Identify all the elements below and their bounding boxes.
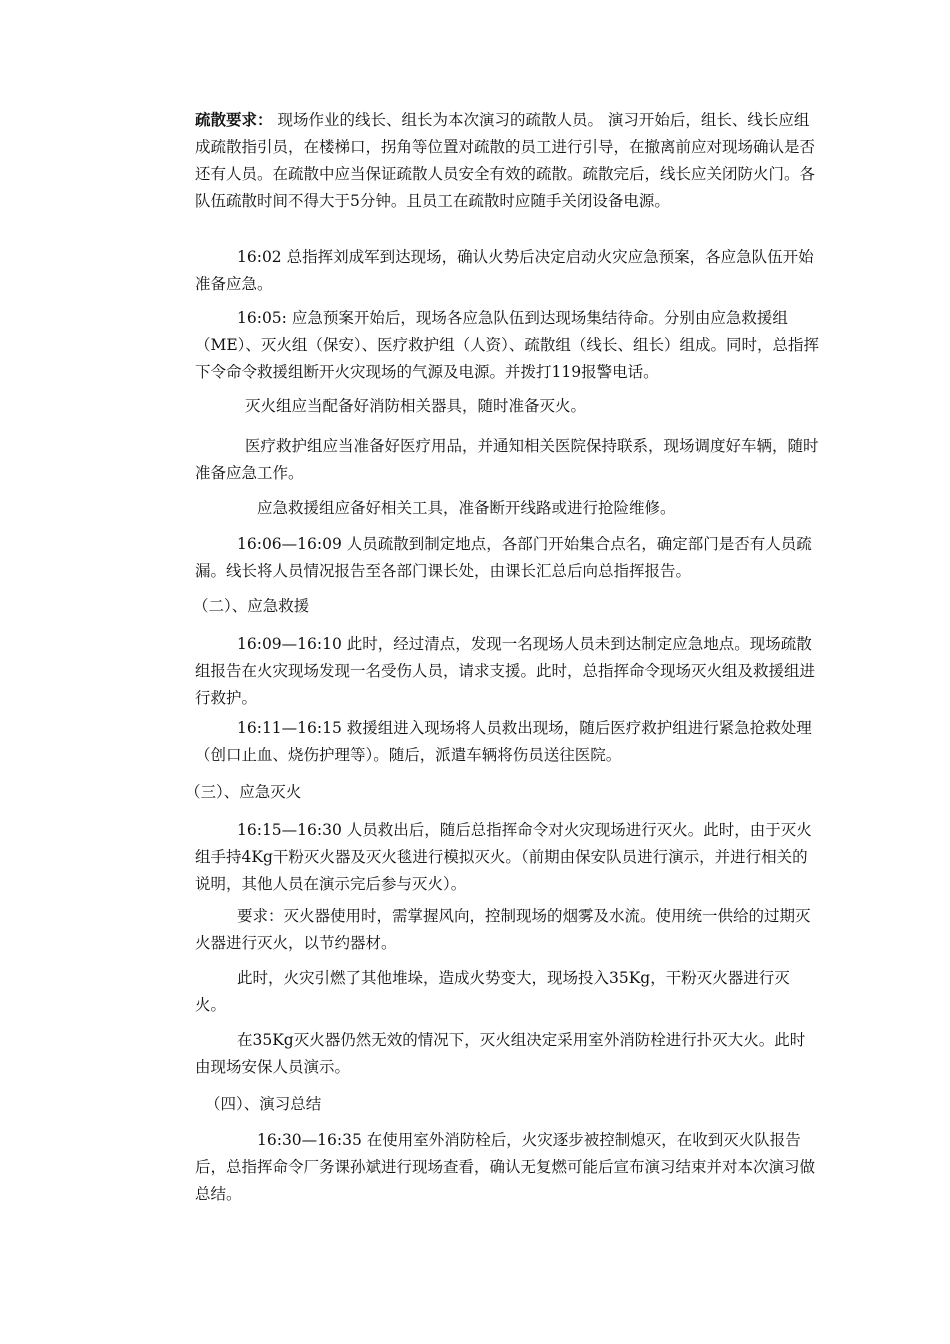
medical-team-paragraph: 医疗救护组应当准备好医疗用品，并通知相关医院保持联系，现场调度好车辆，随时准备应急工作。 [195, 437, 819, 482]
evacuation-requirements-text: 现场作业的线长、组长为本次演习的疏散人员。 演习开始后，组长、线长应组成疏散指引员，在楼梯口，拐角等位置对疏散的员工进行引导，在撤离前应对现场确认是否还有人员。在疏散中应当保证疏散人员安全有效的疏散。疏散完后，线长应关闭防火门。各队伍疏散时间不得大于5分钟。且员工在疏散时应随手关闭设备电源。 [195, 111, 816, 210]
timeline-1611-paragraph: 16:11—16:15 救援组进入现场将人员救出现场，随后医疗救护组进行紧急抢救处理（创口止血、烧伤护理等）。随后，派遣车辆将伤员送往医院。 [195, 719, 812, 764]
evacuation-requirements-paragraph [195, 106, 820, 215]
timeline-1609-paragraph: 16:09—16:10 此时，经过清点，发现一名现场人员未到达制定应急地点。现场疏散组报告在火灾现场发现一名受伤人员，请求支援。此时，总指挥命令现场灭火组及救援组进行救护。 [195, 635, 816, 707]
section-heading-drill-summary: （四）、演习总结 [205, 1095, 322, 1113]
timeline-1630-paragraph: 16:30—16:35 在使用室外消防栓后，火灾逐步被控制熄灭，在收到灭火队报告后，总指挥命令厂务课孙斌进行现场查看，确认无复燃可能后宣布演习结束并对本次演习做总结。 [195, 1131, 816, 1203]
rescue-team-paragraph: 应急救援组应备好相关工具，准备断开线路或进行抢险维修。 [257, 499, 676, 517]
hydrant-paragraph: 在35Kg灭火器仍然无效的情况下，灭火组决定采用室外消防栓进行扑灭大火。此时由现场安保人员演示。 [195, 1031, 806, 1076]
timeline-1602-paragraph: 16:02 总指挥刘成军到达现场，确认火势后决定启动火灾应急预案，各应急队伍开始准备应急。 [195, 248, 814, 293]
fire-team-paragraph: 灭火组应当配备好消防相关器具，随时准备灭火。 [245, 397, 587, 415]
fire-spread-paragraph: 此时，火灾引燃了其他堆垛，造成火势变大，现场投入35Kg，干粉灭火器进行灭火。 [195, 969, 790, 1014]
timeline-1606-paragraph: 16:06—16:09 人员疏散到制定地点，各部门开始集合点名，确定部门是否有人员疏漏。线长将人员情况报告至各部门课长处，由课长汇总后向总指挥报告。 [195, 535, 812, 580]
section-heading-emergency-rescue: （二）、应急救援 [193, 597, 310, 615]
section-heading-emergency-firefighting: （三）、应急灭火 [185, 783, 302, 801]
evacuation-requirements-label: 疏散要求： [195, 110, 273, 129]
timeline-1615-paragraph: 16:15—16:30 人员救出后，随后总指挥命令对火灾现场进行灭火。此时，由于灭火组手持4Kg干粉灭火器及灭火毯进行模拟灭火。（前期由保安队员进行演示，并进行相关的说明，其他人员在演示完后参与灭火）。 [195, 821, 812, 893]
requirement-paragraph: 要求：灭火器使用时，需掌握风向，控制现场的烟雾及水流。使用统一供给的过期灭火器进行灭火，以节约器材。 [195, 907, 811, 952]
timeline-1605-paragraph: 16:05: 应急预案开始后，现场各应急队伍到达现场集结待命。分别由应急救援组（ME）、灭火组（保安）、医疗救护组（人资）、疏散组（线长、组长）组成。同时，总指挥下令命令救援组断开火灾现场的气源及电源。并拨打119报警电话。 [195, 309, 819, 381]
